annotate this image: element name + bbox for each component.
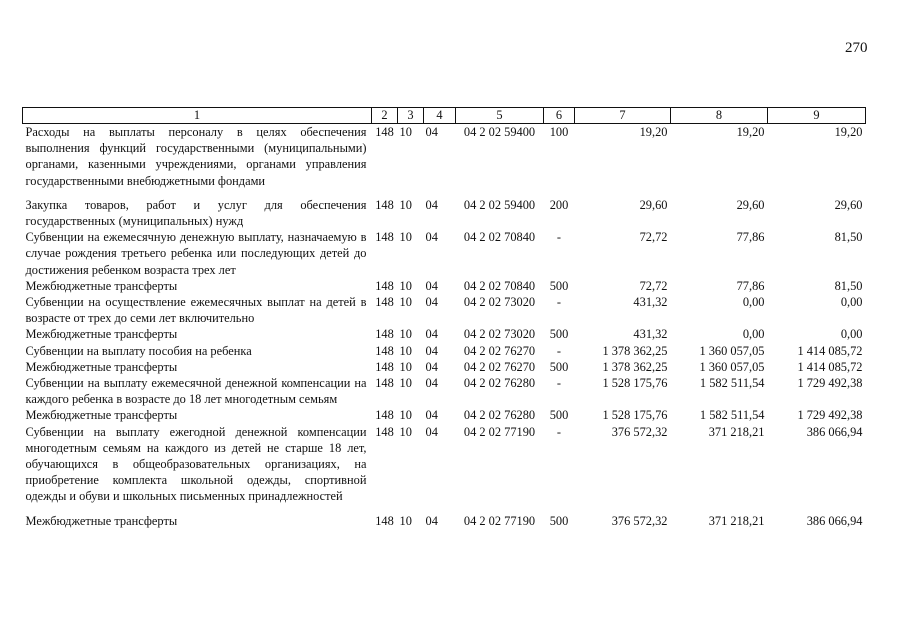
row-description: Субвенции на выплату ежемесячной денежной компенсации на каждого ребенка в возрасте до 18 лет многодетным семьям (25, 376, 367, 407)
amount-year-3: 0,00 (840, 327, 863, 342)
code-razdel: 10 (399, 343, 412, 358)
amount-year-3: 19,20 (834, 125, 863, 139)
table-row (23, 326, 866, 342)
row-description: Межбюджетные трансферты (25, 278, 178, 293)
amount-year-2: 77,86 (736, 278, 765, 293)
amount-year-2: 1 582 511,54 (699, 376, 765, 391)
code-podrazdel: 04 (425, 408, 438, 423)
amount-year-3: 1 414 085,72 (797, 359, 863, 374)
code-razdel: 10 (399, 295, 412, 310)
table-row (23, 424, 866, 505)
amount-year-3: 1 414 085,72 (797, 343, 863, 358)
amount-year-1: 19,20 (639, 125, 668, 139)
row-description: Субвенции на выплату ежегодной денежной компенсации многодетным семьям на каждого из детей не старше 18 лет, обучающихся в общеобразовательных организациях, на приобретение комплекта школьной одежды, спортивной одежды и обуви и школьных письменных принадлежностей (25, 424, 367, 504)
code-target-article: 04 2 02 73020 (463, 295, 536, 310)
table-row (23, 229, 866, 278)
row-description: Расходы на выплаты персоналу в целях обеспечения выполнения функций государственными (муниципальными) органами, казенными учреждениями, органами управления государственными внебюджетными фондами (25, 125, 367, 188)
row-description: Закупка товаров, работ и услуг для обеспечения государственных (муниципальных) нужд (25, 197, 367, 229)
row-description: Межбюджетные трансферты (25, 513, 178, 528)
amount-year-1: 376 572,32 (611, 424, 668, 439)
code-glava: 148 (375, 513, 394, 528)
code-glava: 148 (375, 408, 394, 423)
amount-year-2: 0,00 (742, 295, 765, 310)
code-podrazdel: 04 (425, 513, 438, 528)
code-glava: 148 (375, 327, 394, 342)
amount-year-3: 0,00 (840, 295, 863, 310)
amount-year-1: 72,72 (639, 278, 668, 293)
amount-year-1: 1 378 362,25 (602, 343, 668, 358)
code-glava: 148 (375, 230, 394, 245)
amount-year-3: 81,50 (834, 278, 863, 293)
table-row (23, 124, 866, 189)
code-expense-type: 500 (549, 513, 569, 528)
amount-year-3: 1 729 492,38 (797, 408, 863, 423)
code-target-article: 04 2 02 76280 (463, 376, 536, 391)
row-description: Субвенции на ежемесячную денежную выплату, назначаемую в случае рождения третьего ребенка или последующих детей до достижения ребенком возраста трех лет (25, 230, 367, 277)
amount-year-3: 1 729 492,38 (797, 376, 863, 391)
code-expense-type: 500 (549, 408, 569, 423)
code-razdel: 10 (399, 197, 412, 212)
code-podrazdel: 04 (425, 424, 438, 439)
row-description: Межбюджетные трансферты (25, 359, 178, 374)
row-spacer (23, 505, 866, 513)
amount-year-2: 1 360 057,05 (699, 359, 765, 374)
code-target-article: 04 2 02 77190 (463, 513, 536, 528)
row-description: Субвенции на осуществление ежемесячных выплат на детей в возрасте от трех до семи лет включительно (25, 295, 367, 326)
header-cell: 9 (768, 108, 866, 124)
code-glava: 148 (375, 343, 394, 358)
code-glava: 148 (375, 359, 394, 374)
code-expense-type: - (556, 376, 562, 391)
amount-year-2: 1 582 511,54 (699, 408, 765, 423)
code-expense-type: 500 (549, 278, 569, 293)
code-podrazdel: 04 (425, 278, 438, 293)
amount-year-2: 371 218,21 (708, 424, 765, 439)
code-glava: 148 (375, 295, 394, 310)
code-target-article: 04 2 02 76270 (463, 359, 536, 374)
code-podrazdel: 04 (425, 343, 438, 358)
code-target-article: 04 2 02 59400 (463, 125, 536, 139)
table-header-row (23, 108, 866, 124)
code-razdel: 10 (399, 230, 412, 245)
code-glava: 148 (375, 278, 394, 293)
amount-year-1: 1 378 362,25 (602, 359, 668, 374)
spacer-cell (23, 505, 866, 513)
amount-year-2: 29,60 (736, 197, 765, 212)
code-expense-type: - (556, 230, 562, 245)
code-podrazdel: 04 (425, 125, 438, 139)
table-row (23, 359, 866, 375)
amount-year-1: 1 528 175,76 (602, 376, 668, 391)
code-podrazdel: 04 (425, 359, 438, 374)
amount-year-3: 386 066,94 (806, 424, 863, 439)
amount-year-2: 19,20 (736, 125, 765, 139)
table-row (23, 294, 866, 326)
code-expense-type: - (556, 295, 562, 310)
header-cell: 1 (23, 108, 372, 124)
header-cell: 3 (398, 108, 424, 124)
amount-year-3: 29,60 (834, 197, 863, 212)
amount-year-3: 81,50 (834, 230, 863, 245)
code-target-article: 04 2 02 76280 (463, 408, 536, 423)
code-podrazdel: 04 (425, 230, 438, 245)
code-razdel: 10 (399, 125, 412, 139)
table-row (23, 375, 866, 407)
row-description: Межбюджетные трансферты (25, 408, 178, 423)
header-cell: 4 (424, 108, 456, 124)
code-expense-type: 100 (549, 125, 569, 139)
code-glava: 148 (375, 424, 394, 439)
code-target-article: 04 2 02 76270 (463, 343, 536, 358)
table-body (23, 124, 866, 529)
table-row (23, 343, 866, 359)
code-target-article: 04 2 02 70840 (463, 230, 536, 245)
code-expense-type: - (556, 424, 562, 439)
code-target-article: 04 2 02 77190 (463, 424, 536, 439)
code-razdel: 10 (399, 513, 412, 528)
table-row (23, 278, 866, 294)
code-razdel: 10 (399, 327, 412, 342)
code-expense-type: 200 (549, 197, 569, 212)
amount-year-2: 0,00 (742, 327, 765, 342)
budget-table (22, 107, 866, 529)
table-row (23, 513, 866, 529)
code-target-article: 04 2 02 73020 (463, 327, 536, 342)
row-description: Субвенции на выплату пособия на ребенка (25, 343, 252, 358)
amount-year-1: 1 528 175,76 (602, 408, 668, 423)
code-podrazdel: 04 (425, 327, 438, 342)
code-razdel: 10 (399, 359, 412, 374)
amount-year-2: 1 360 057,05 (699, 343, 765, 358)
header-cell: 7 (575, 108, 671, 124)
page-number: 270 (845, 40, 868, 56)
amount-year-1: 29,60 (639, 197, 668, 212)
code-razdel: 10 (399, 278, 412, 293)
table-row (23, 407, 866, 423)
spacer-cell (23, 189, 866, 197)
header-cell: 2 (372, 108, 398, 124)
code-glava: 148 (375, 376, 394, 391)
code-razdel: 10 (399, 376, 412, 391)
amount-year-1: 72,72 (639, 230, 668, 245)
amount-year-1: 431,32 (633, 327, 668, 342)
row-description: Межбюджетные трансферты (25, 327, 178, 342)
header-cell: 6 (544, 108, 575, 124)
code-podrazdel: 04 (425, 376, 438, 391)
header-cell: 8 (671, 108, 768, 124)
code-glava: 148 (375, 197, 394, 212)
code-target-article: 04 2 02 70840 (463, 278, 536, 293)
code-razdel: 10 (399, 408, 412, 423)
code-razdel: 10 (399, 424, 412, 439)
code-expense-type: 500 (549, 359, 569, 374)
code-expense-type: - (556, 343, 562, 358)
code-podrazdel: 04 (425, 295, 438, 310)
table-row (23, 197, 866, 229)
code-glava: 148 (375, 125, 394, 139)
amount-year-2: 371 218,21 (708, 513, 765, 528)
amount-year-1: 376 572,32 (611, 513, 668, 528)
amount-year-1: 431,32 (633, 295, 668, 310)
code-podrazdel: 04 (425, 197, 438, 212)
row-spacer (23, 189, 866, 197)
code-expense-type: 500 (549, 327, 569, 342)
code-target-article: 04 2 02 59400 (463, 197, 536, 212)
amount-year-3: 386 066,94 (806, 513, 863, 528)
amount-year-2: 77,86 (736, 230, 765, 245)
header-cell: 5 (456, 108, 544, 124)
